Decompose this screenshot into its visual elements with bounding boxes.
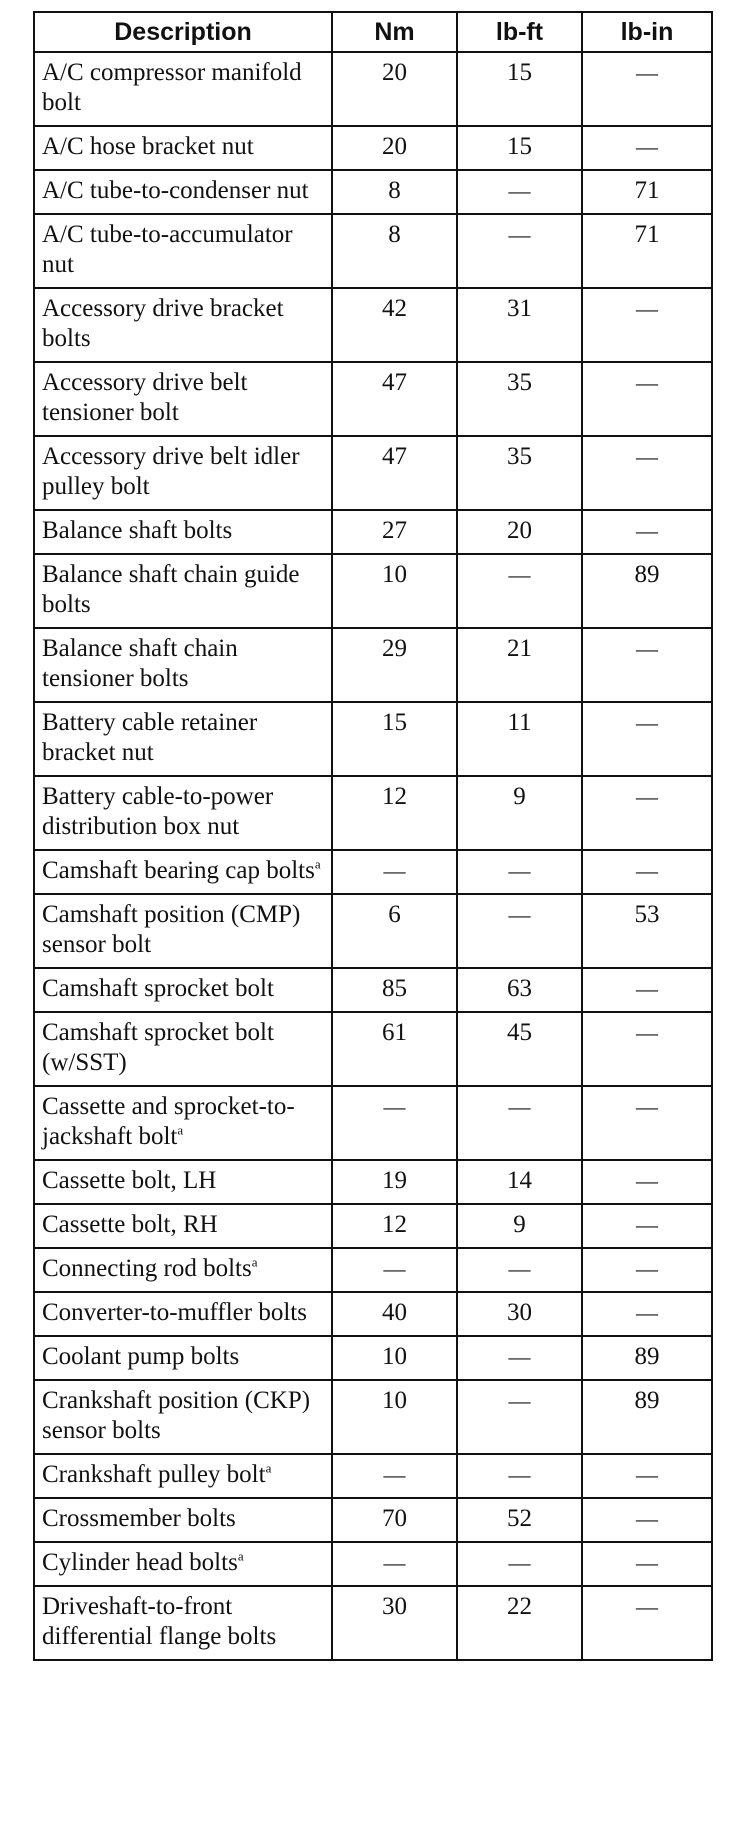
description-text: Camshaft sprocket bolt bbox=[42, 975, 274, 1002]
lb-ft-cell: 9 bbox=[457, 1204, 582, 1248]
lb-ft-cell: — bbox=[457, 1248, 582, 1292]
table-row bbox=[34, 1498, 712, 1542]
description-cell bbox=[34, 170, 332, 214]
table-row bbox=[34, 850, 712, 894]
nm-cell: 30 bbox=[332, 1586, 457, 1660]
table-row bbox=[34, 702, 712, 776]
description-cell bbox=[34, 126, 332, 170]
table-row bbox=[34, 214, 712, 288]
nm-cell: — bbox=[332, 1542, 457, 1586]
column-header-description: Description bbox=[34, 12, 332, 52]
lb-in-cell: 89 bbox=[582, 1380, 712, 1454]
lb-ft-cell: — bbox=[457, 1086, 582, 1160]
lb-in-cell: — bbox=[582, 628, 712, 702]
lb-ft-cell: 21 bbox=[457, 628, 582, 702]
footnote-marker: a bbox=[314, 856, 321, 872]
nm-cell: 61 bbox=[332, 1012, 457, 1086]
lb-in-cell: — bbox=[582, 288, 712, 362]
footnote-marker: a bbox=[177, 1122, 184, 1138]
nm-cell: 12 bbox=[332, 776, 457, 850]
description-text: Cassette and sprocket-to-jackshaft bolt bbox=[42, 1093, 295, 1150]
description-text: Camshaft bearing cap bolts bbox=[42, 857, 315, 884]
table-row bbox=[34, 1586, 712, 1660]
lb-ft-cell: 45 bbox=[457, 1012, 582, 1086]
table-row bbox=[34, 628, 712, 702]
description-text: Balance shaft bolts bbox=[42, 517, 233, 544]
nm-cell: 10 bbox=[332, 1336, 457, 1380]
lb-in-cell: — bbox=[582, 1248, 712, 1292]
lb-in-cell: — bbox=[582, 1498, 712, 1542]
lb-in-cell: — bbox=[582, 776, 712, 850]
description-cell bbox=[34, 1380, 332, 1454]
nm-cell: — bbox=[332, 1086, 457, 1160]
table-row bbox=[34, 1542, 712, 1586]
lb-in-cell: 53 bbox=[582, 894, 712, 968]
nm-cell: 85 bbox=[332, 968, 457, 1012]
description-cell bbox=[34, 1292, 332, 1336]
table-row bbox=[34, 1160, 712, 1204]
nm-cell: 8 bbox=[332, 170, 457, 214]
description-cell bbox=[34, 288, 332, 362]
description-cell bbox=[34, 1012, 332, 1086]
description-text: Balance shaft chain guide bolts bbox=[42, 561, 300, 618]
lb-in-cell: 71 bbox=[582, 214, 712, 288]
lb-ft-cell: — bbox=[457, 214, 582, 288]
description-text: A/C hose bracket nut bbox=[42, 133, 254, 160]
lb-in-cell: — bbox=[582, 510, 712, 554]
description-cell bbox=[34, 850, 332, 894]
lb-in-cell: — bbox=[582, 702, 712, 776]
table-row bbox=[34, 968, 712, 1012]
description-cell bbox=[34, 776, 332, 850]
description-cell bbox=[34, 1086, 332, 1160]
lb-ft-cell: 30 bbox=[457, 1292, 582, 1336]
description-text: Camshaft position (CMP) sensor bolt bbox=[42, 901, 301, 958]
table-header-row bbox=[34, 12, 712, 52]
lb-in-cell: — bbox=[582, 1086, 712, 1160]
lb-in-cell: — bbox=[582, 52, 712, 126]
table-row bbox=[34, 126, 712, 170]
nm-cell: 47 bbox=[332, 362, 457, 436]
lb-in-cell: 71 bbox=[582, 170, 712, 214]
description-cell bbox=[34, 510, 332, 554]
lb-ft-cell: — bbox=[457, 1542, 582, 1586]
lb-ft-cell: 22 bbox=[457, 1586, 582, 1660]
description-text: Balance shaft chain tensioner bolts bbox=[42, 635, 238, 692]
column-header-lb-in: lb-in bbox=[582, 12, 712, 52]
nm-cell: 8 bbox=[332, 214, 457, 288]
nm-cell: 47 bbox=[332, 436, 457, 510]
nm-cell: 42 bbox=[332, 288, 457, 362]
table-row bbox=[34, 776, 712, 850]
lb-ft-cell: — bbox=[457, 1380, 582, 1454]
table-row bbox=[34, 1248, 712, 1292]
description-text: Camshaft sprocket bolt (w/SST) bbox=[42, 1019, 274, 1076]
table-row bbox=[34, 1454, 712, 1498]
lb-ft-cell: 15 bbox=[457, 126, 582, 170]
description-cell bbox=[34, 214, 332, 288]
lb-in-cell: — bbox=[582, 362, 712, 436]
description-text: Battery cable-to-power distribution box nut bbox=[42, 783, 274, 840]
nm-cell: — bbox=[332, 1454, 457, 1498]
lb-in-cell: — bbox=[582, 436, 712, 510]
description-cell bbox=[34, 362, 332, 436]
description-text: Accessory drive bracket bolts bbox=[42, 295, 284, 352]
nm-cell: 12 bbox=[332, 1204, 457, 1248]
lb-ft-cell: — bbox=[457, 554, 582, 628]
lb-ft-cell: 35 bbox=[457, 436, 582, 510]
description-cell bbox=[34, 1160, 332, 1204]
description-text: Cylinder head bolts bbox=[42, 1549, 238, 1576]
description-text: Accessory drive belt tensioner bolt bbox=[42, 369, 248, 426]
lb-ft-cell: 52 bbox=[457, 1498, 582, 1542]
lb-in-cell: — bbox=[582, 1204, 712, 1248]
description-text: Accessory drive belt idler pulley bolt bbox=[42, 443, 300, 500]
description-cell bbox=[34, 1454, 332, 1498]
description-text: Battery cable retainer bracket nut bbox=[42, 709, 258, 766]
footnote-marker: a bbox=[251, 1254, 258, 1270]
description-text: Coolant pump bolts bbox=[42, 1343, 240, 1370]
nm-cell: — bbox=[332, 1248, 457, 1292]
lb-ft-cell: — bbox=[457, 894, 582, 968]
footnote-marker: a bbox=[265, 1460, 272, 1476]
lb-in-cell: — bbox=[582, 1292, 712, 1336]
torque-specifications-table bbox=[33, 11, 713, 1661]
table-row bbox=[34, 1336, 712, 1380]
lb-in-cell: 89 bbox=[582, 1336, 712, 1380]
lb-ft-cell: 14 bbox=[457, 1160, 582, 1204]
lb-in-cell: — bbox=[582, 1542, 712, 1586]
nm-cell: 15 bbox=[332, 702, 457, 776]
lb-ft-cell: — bbox=[457, 170, 582, 214]
description-text: Crankshaft position (CKP) sensor bolts bbox=[42, 1387, 311, 1444]
lb-in-cell: — bbox=[582, 1012, 712, 1086]
description-text: Cassette bolt, RH bbox=[42, 1211, 218, 1238]
lb-in-cell: — bbox=[582, 126, 712, 170]
nm-cell: 10 bbox=[332, 554, 457, 628]
description-cell bbox=[34, 554, 332, 628]
table-row bbox=[34, 52, 712, 126]
lb-in-cell: — bbox=[582, 1454, 712, 1498]
description-cell bbox=[34, 702, 332, 776]
description-cell bbox=[34, 1542, 332, 1586]
description-text: Driveshaft-to-front differential flange bolts bbox=[42, 1593, 277, 1650]
footnote-marker: a bbox=[237, 1548, 244, 1564]
description-text: Crankshaft pulley bolt bbox=[42, 1461, 266, 1488]
table-row bbox=[34, 288, 712, 362]
description-text: A/C tube-to-accumulator nut bbox=[42, 221, 293, 278]
description-cell bbox=[34, 968, 332, 1012]
lb-in-cell: — bbox=[582, 1160, 712, 1204]
description-cell bbox=[34, 436, 332, 510]
table-row bbox=[34, 170, 712, 214]
lb-in-cell: — bbox=[582, 968, 712, 1012]
lb-ft-cell: — bbox=[457, 1336, 582, 1380]
description-cell bbox=[34, 1336, 332, 1380]
table-row bbox=[34, 436, 712, 510]
lb-ft-cell: 31 bbox=[457, 288, 582, 362]
nm-cell: 6 bbox=[332, 894, 457, 968]
table-body bbox=[34, 52, 712, 1660]
table-row bbox=[34, 362, 712, 436]
table-row bbox=[34, 1086, 712, 1160]
lb-ft-cell: 9 bbox=[457, 776, 582, 850]
table-row bbox=[34, 1380, 712, 1454]
nm-cell: — bbox=[332, 850, 457, 894]
lb-in-cell: — bbox=[582, 1586, 712, 1660]
lb-ft-cell: — bbox=[457, 850, 582, 894]
description-cell bbox=[34, 628, 332, 702]
nm-cell: 19 bbox=[332, 1160, 457, 1204]
nm-cell: 10 bbox=[332, 1380, 457, 1454]
lb-ft-cell: 63 bbox=[457, 968, 582, 1012]
table-row bbox=[34, 510, 712, 554]
description-text: Converter-to-muffler bolts bbox=[42, 1299, 307, 1326]
nm-cell: 40 bbox=[332, 1292, 457, 1336]
nm-cell: 29 bbox=[332, 628, 457, 702]
table-row bbox=[34, 1204, 712, 1248]
table-row bbox=[34, 554, 712, 628]
column-header-nm: Nm bbox=[332, 12, 457, 52]
table-row bbox=[34, 894, 712, 968]
description-cell bbox=[34, 894, 332, 968]
description-text: A/C tube-to-condenser nut bbox=[42, 177, 309, 204]
description-text: Crossmember bolts bbox=[42, 1505, 236, 1532]
nm-cell: 70 bbox=[332, 1498, 457, 1542]
description-cell bbox=[34, 52, 332, 126]
lb-ft-cell: 35 bbox=[457, 362, 582, 436]
nm-cell: 27 bbox=[332, 510, 457, 554]
description-cell bbox=[34, 1498, 332, 1542]
lb-ft-cell: 11 bbox=[457, 702, 582, 776]
lb-in-cell: — bbox=[582, 850, 712, 894]
description-text: Connecting rod bolts bbox=[42, 1255, 252, 1282]
table-row bbox=[34, 1012, 712, 1086]
description-text: A/C compressor manifold bolt bbox=[42, 59, 302, 116]
lb-in-cell: 89 bbox=[582, 554, 712, 628]
description-text: Cassette bolt, LH bbox=[42, 1167, 217, 1194]
lb-ft-cell: — bbox=[457, 1454, 582, 1498]
description-cell bbox=[34, 1248, 332, 1292]
table-row bbox=[34, 1292, 712, 1336]
column-header-lb-ft: lb-ft bbox=[457, 12, 582, 52]
lb-ft-cell: 15 bbox=[457, 52, 582, 126]
description-cell bbox=[34, 1204, 332, 1248]
nm-cell: 20 bbox=[332, 126, 457, 170]
lb-ft-cell: 20 bbox=[457, 510, 582, 554]
description-cell bbox=[34, 1586, 332, 1660]
nm-cell: 20 bbox=[332, 52, 457, 126]
